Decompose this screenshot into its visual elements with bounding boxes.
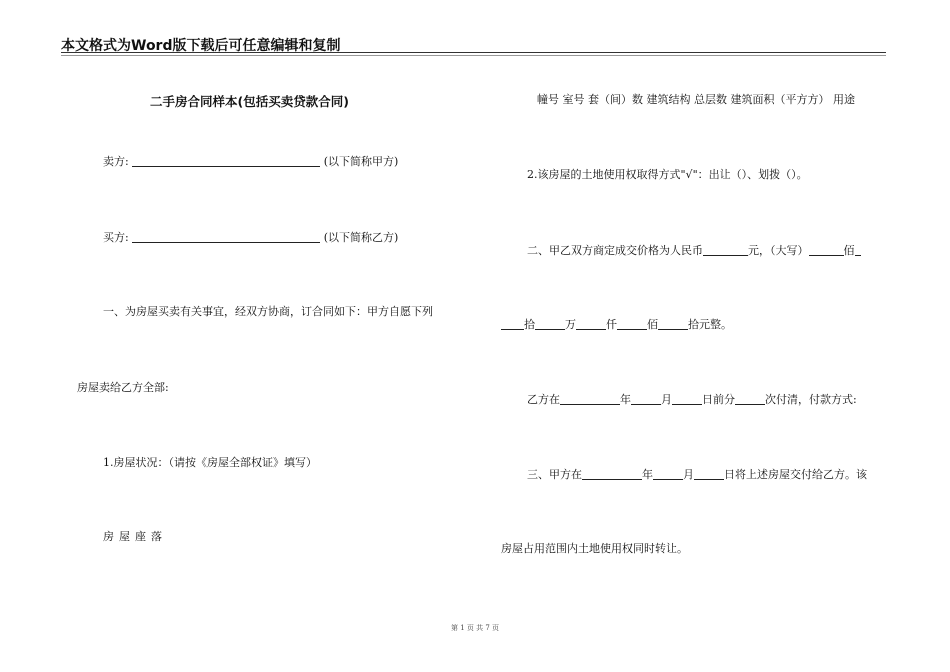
item-2-land-use: 2.该房屋的土地使用权取得方式"√"：出让（）、划拨（）。 <box>527 168 808 181</box>
price-capital-blank[interactable] <box>809 244 844 256</box>
clause-2-text-a: 二、甲乙双方商定成交价格为人民币 <box>527 244 703 257</box>
blank-bai[interactable] <box>617 318 647 330</box>
header-divider <box>61 52 886 53</box>
seller-label: 卖方: <box>103 155 129 168</box>
clause-2-text-c: 佰 <box>843 244 855 257</box>
seller-line <box>103 155 398 169</box>
price-trailing-blank[interactable] <box>855 244 861 256</box>
clause-3-text-a: 三、甲方在 <box>527 468 582 481</box>
payment-day-blank[interactable] <box>672 393 702 405</box>
price-capital-line <box>501 318 732 332</box>
blank-shi[interactable] <box>658 318 688 330</box>
payment-count-blank[interactable] <box>735 393 765 405</box>
payment-line <box>527 393 857 407</box>
unit-bai: 佰 <box>647 318 658 331</box>
payment-year-blank[interactable] <box>560 393 620 405</box>
delivery-day-blank[interactable] <box>694 468 724 480</box>
page-number: 第 1 页 共 7 页 <box>450 624 500 632</box>
blank-qian[interactable] <box>576 318 606 330</box>
price-number-blank[interactable] <box>703 244 748 256</box>
property-location-label: 房屋座落 <box>103 530 167 543</box>
payment-month-label: 月 <box>661 393 672 406</box>
clause-1-line-1: 一、为房屋买卖有关事宜，经双方协商，订合同如下：甲方自愿下列 <box>103 305 433 318</box>
blank-shi-wan[interactable] <box>501 318 524 330</box>
clause-1-line-2: 房屋卖给乙方全部: <box>77 381 169 394</box>
payment-year-label: 年 <box>620 393 631 406</box>
payment-text-a: 乙方在 <box>527 393 560 406</box>
payment-month-blank[interactable] <box>631 393 661 405</box>
property-table-header: 幢号 室号 套（间）数 建筑结构 总层数 建筑面积（平方方） 用途 <box>537 93 855 106</box>
delivery-month-blank[interactable] <box>653 468 683 480</box>
clause-3-line-2: 房屋占用范围内土地使用权同时转让。 <box>501 542 688 555</box>
item-1-property-status: 1.房屋状况：（请按《房屋全部权证》填写） <box>103 456 317 469</box>
header-divider-thin <box>61 55 886 56</box>
unit-qian: 仟 <box>606 318 617 331</box>
unit-end: 拾元整。 <box>688 318 732 331</box>
buyer-note: (以下简称乙方) <box>323 231 399 244</box>
delivery-year-blank[interactable] <box>582 468 642 480</box>
clause-2-text-b: 元，（大写） <box>748 244 809 257</box>
delivery-year-label: 年 <box>642 468 653 481</box>
seller-note: (以下简称甲方) <box>323 155 399 168</box>
delivery-month-label: 月 <box>683 468 694 481</box>
unit-shi: 拾 <box>524 318 535 331</box>
clause-3-line-1 <box>527 468 867 482</box>
clause-3-text-b: 日将上述房屋交付给乙方。该 <box>724 468 867 481</box>
document-header-note: 本文格式为Word版下载后可任意编辑和复制 <box>61 38 341 54</box>
buyer-label: 买方: <box>103 231 129 244</box>
buyer-blank[interactable] <box>132 231 320 243</box>
unit-wan: 万 <box>565 318 576 331</box>
seller-blank[interactable] <box>132 155 320 167</box>
buyer-line <box>103 231 398 245</box>
payment-text-c: 次付清，付款方式: <box>765 393 857 406</box>
blank-wan[interactable] <box>535 318 565 330</box>
clause-2-price-line <box>527 244 861 258</box>
payment-text-b: 日前分 <box>702 393 735 406</box>
document-title: 二手房合同样本(包括买卖贷款合同) <box>150 94 349 109</box>
